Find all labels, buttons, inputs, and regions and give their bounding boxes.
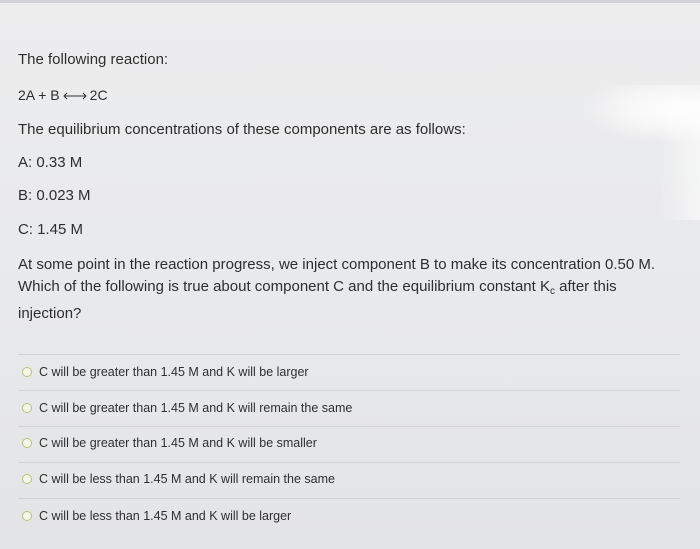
equation-right: 2C bbox=[89, 87, 108, 103]
prompt-text: At some point in the reaction progress, we inject component B to make its concentration 0.50 M. Which of the following is true about component C and the equilibrium constant K bbox=[18, 256, 655, 295]
double-arrow-icon bbox=[62, 91, 88, 101]
radio-button-icon[interactable] bbox=[22, 367, 32, 377]
reaction-intro: The following reaction: bbox=[18, 51, 169, 68]
option-label: C will be greater than 1.45 M and K will remain the same bbox=[39, 401, 353, 415]
question-prompt bbox=[18, 254, 680, 325]
answer-option[interactable] bbox=[22, 432, 317, 454]
radio-button-icon[interactable] bbox=[22, 438, 32, 448]
option-divider bbox=[18, 426, 680, 427]
option-label: C will be less than 1.45 M and K will remain the same bbox=[39, 472, 335, 486]
concentration-b: B: 0.023 M bbox=[18, 187, 91, 204]
concentration-c: C: 1.45 M bbox=[18, 221, 84, 238]
option-label: C will be greater than 1.45 M and K will be larger bbox=[39, 365, 309, 379]
reaction-equation bbox=[18, 84, 108, 106]
option-label: C will be greater than 1.45 M and K will be smaller bbox=[39, 436, 317, 450]
answer-option[interactable] bbox=[22, 468, 335, 490]
prompt-text-end: after this injection? bbox=[18, 278, 617, 322]
answer-option[interactable] bbox=[22, 397, 352, 419]
equation-left: 2A + B bbox=[18, 87, 60, 103]
answer-option[interactable] bbox=[22, 361, 309, 383]
concentration-a: A: 0.33 M bbox=[18, 154, 83, 171]
option-divider bbox=[18, 498, 680, 499]
option-label: C will be less than 1.45 M and K will be larger bbox=[39, 509, 292, 523]
radio-button-icon[interactable] bbox=[22, 403, 32, 413]
option-divider bbox=[18, 462, 680, 463]
option-divider bbox=[18, 354, 680, 355]
answer-option[interactable] bbox=[22, 505, 291, 527]
equilibrium-intro: The equilibrium concentrations of these components are as follows: bbox=[18, 121, 466, 138]
radio-button-icon[interactable] bbox=[22, 511, 32, 521]
top-border bbox=[0, 0, 700, 3]
prompt-subscript: c bbox=[549, 286, 555, 297]
screen-glare-edge bbox=[660, 100, 700, 220]
radio-button-icon[interactable] bbox=[22, 474, 32, 484]
option-divider bbox=[18, 390, 680, 391]
